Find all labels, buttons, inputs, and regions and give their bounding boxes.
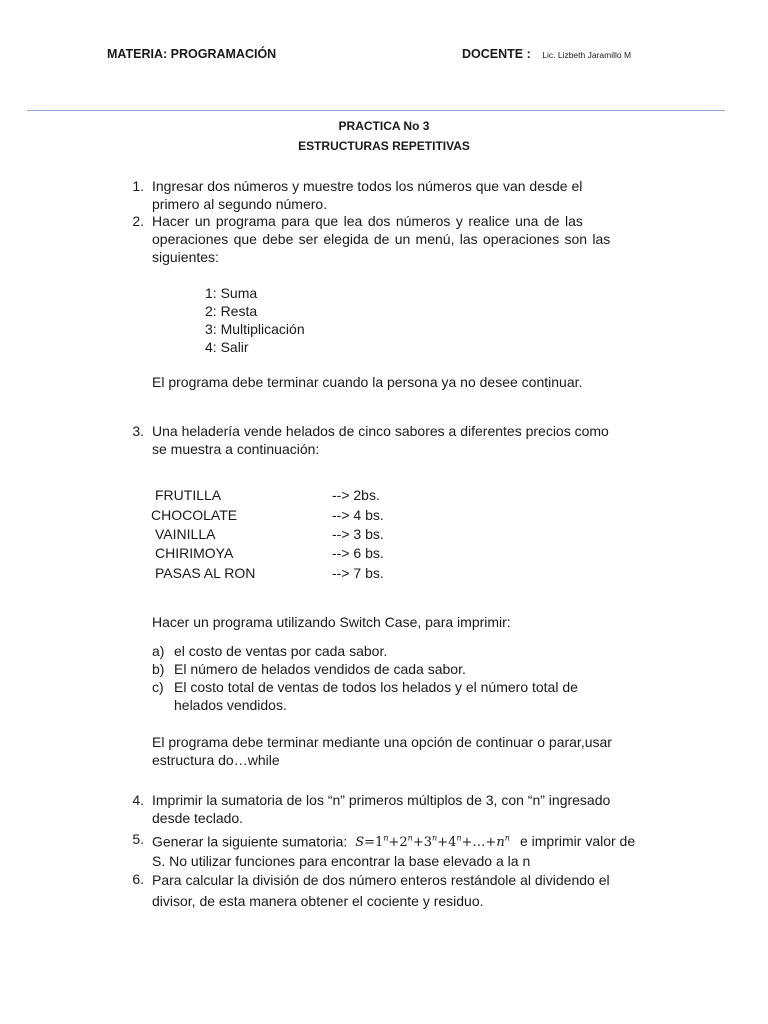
sub-letter: a) xyxy=(152,643,165,659)
menu-option: 1: Suma xyxy=(205,285,258,301)
page-header xyxy=(107,47,707,67)
text-line: estructura do…while xyxy=(152,752,280,768)
menu-option: 3: Multiplicación xyxy=(205,321,305,337)
flavor-name: CHIRIMOYA xyxy=(155,545,234,561)
text-line xyxy=(152,212,660,230)
text-line: Una heladería vende helados de cinco sabores a diferentes precios como xyxy=(152,423,609,439)
text-line: desde teclado. xyxy=(152,810,244,826)
formula-lhs: S xyxy=(355,835,365,851)
exercise-text xyxy=(152,830,672,870)
exercise-number: 4. xyxy=(132,792,144,808)
exercise-note: El programa debe terminar cuando la persona ya no desee continuar. xyxy=(152,374,583,390)
text-line: se muestra a continuación: xyxy=(152,441,320,457)
flavor-price: --> 6 bs. xyxy=(332,545,384,561)
sub-text: El número de helados vendidos de cada sabor. xyxy=(174,661,466,677)
text-line: divisor, de esta manera obtener el cociente y residuo. xyxy=(152,893,484,909)
flavor-name: VAINILLA xyxy=(155,526,216,542)
text-run: e imprimir valor de xyxy=(519,833,636,850)
exercise-text xyxy=(152,177,660,213)
text-line: Ingresar dos números y muestre todos los números que van desde el xyxy=(152,178,583,194)
sub-letter: c) xyxy=(152,679,164,695)
flavor-name: CHOCOLATE xyxy=(151,507,238,523)
formula-exponent: n xyxy=(407,834,413,843)
sub-text: el costo de ventas por cada sabor. xyxy=(174,643,388,659)
flavor-name: PASAS AL RON xyxy=(155,565,256,581)
exercise-number: 1. xyxy=(132,178,144,194)
practice-title: PRACTICA No 3 xyxy=(338,119,430,133)
formula-exponent: n xyxy=(383,834,389,843)
formula-term: 1 xyxy=(375,835,384,851)
word-run: Hacer un programa para que lea dos números y realice una de las xyxy=(152,213,583,229)
formula-term: 2 xyxy=(399,835,408,851)
formula-last: n xyxy=(496,835,505,851)
exercise-note xyxy=(152,733,612,769)
subject-label: MATERIA: PROGRAMACIÓN xyxy=(107,47,277,61)
formula-exponent: n xyxy=(504,834,510,843)
flavor-name: FRUTILLA xyxy=(155,487,222,503)
menu-list xyxy=(205,284,305,356)
sub-text-continued: helados vendidos. xyxy=(174,697,287,713)
teacher-label: DOCENTE : xyxy=(462,47,531,61)
text-line: Para calcular la división de dos número enteros restándole al dividendo el xyxy=(152,872,610,888)
exercise-text xyxy=(152,870,662,912)
sub-text: El costo total de ventas de todos los helados y el número total de xyxy=(174,679,578,695)
formula-equals: = xyxy=(364,835,376,851)
formula-term: 3 xyxy=(423,835,432,851)
flavor-price: --> 4 bs. xyxy=(332,507,384,523)
exercise-number: 6. xyxy=(132,871,144,887)
text-line: S. No utilizar funciones para encontrar la base elevado a la n xyxy=(152,853,531,870)
text-line: primero al segundo número. xyxy=(152,196,328,212)
menu-option: 4: Salir xyxy=(205,339,249,355)
text-line: siguientes: xyxy=(152,249,219,265)
text-line: Imprimir la sumatoria de los “n” primeros múltiplos de 3, con “n” ingresado xyxy=(152,792,611,808)
exercise-text xyxy=(152,212,660,266)
flavor-price: --> 2bs. xyxy=(332,487,380,503)
header-divider xyxy=(27,110,725,111)
formula-exponent: n xyxy=(456,834,462,843)
exercise-text xyxy=(152,422,672,458)
exercise-number: 3. xyxy=(132,423,144,439)
formula-dots: … xyxy=(472,835,486,851)
text-line xyxy=(152,830,672,852)
exercise-number: 2. xyxy=(132,213,144,229)
practice-subtitle: ESTRUCTURAS REPETITIVAS xyxy=(298,139,470,153)
text-line: El programa debe terminar mediante una opción de continuar o parar,usar xyxy=(152,734,612,750)
teacher-name: Lic. Lizbeth Jaramillo M xyxy=(542,50,632,60)
menu-option: 2: Resta xyxy=(205,303,258,319)
sub-letter: b) xyxy=(152,661,165,677)
teacher-info xyxy=(462,47,631,61)
flavor-price: --> 7 bs. xyxy=(332,565,384,581)
text-run: Generar la siguiente sumatoria: xyxy=(152,833,348,850)
flavor-price: --> 3 bs. xyxy=(332,526,384,542)
formula-exponent: n xyxy=(432,834,438,843)
exercise-task: Hacer un programa utilizando Switch Case, para imprimir: xyxy=(152,614,511,630)
text-line: operaciones que debe ser elegida de un menú, las operaciones son las xyxy=(152,231,611,247)
exercise-number: 5. xyxy=(132,831,144,847)
formula-term: 4 xyxy=(448,835,457,851)
sum-formula: $S=1^n+2^n+3^n+4^n+\dots+n^n$ xyxy=(355,834,510,851)
exercise-text xyxy=(152,791,672,827)
